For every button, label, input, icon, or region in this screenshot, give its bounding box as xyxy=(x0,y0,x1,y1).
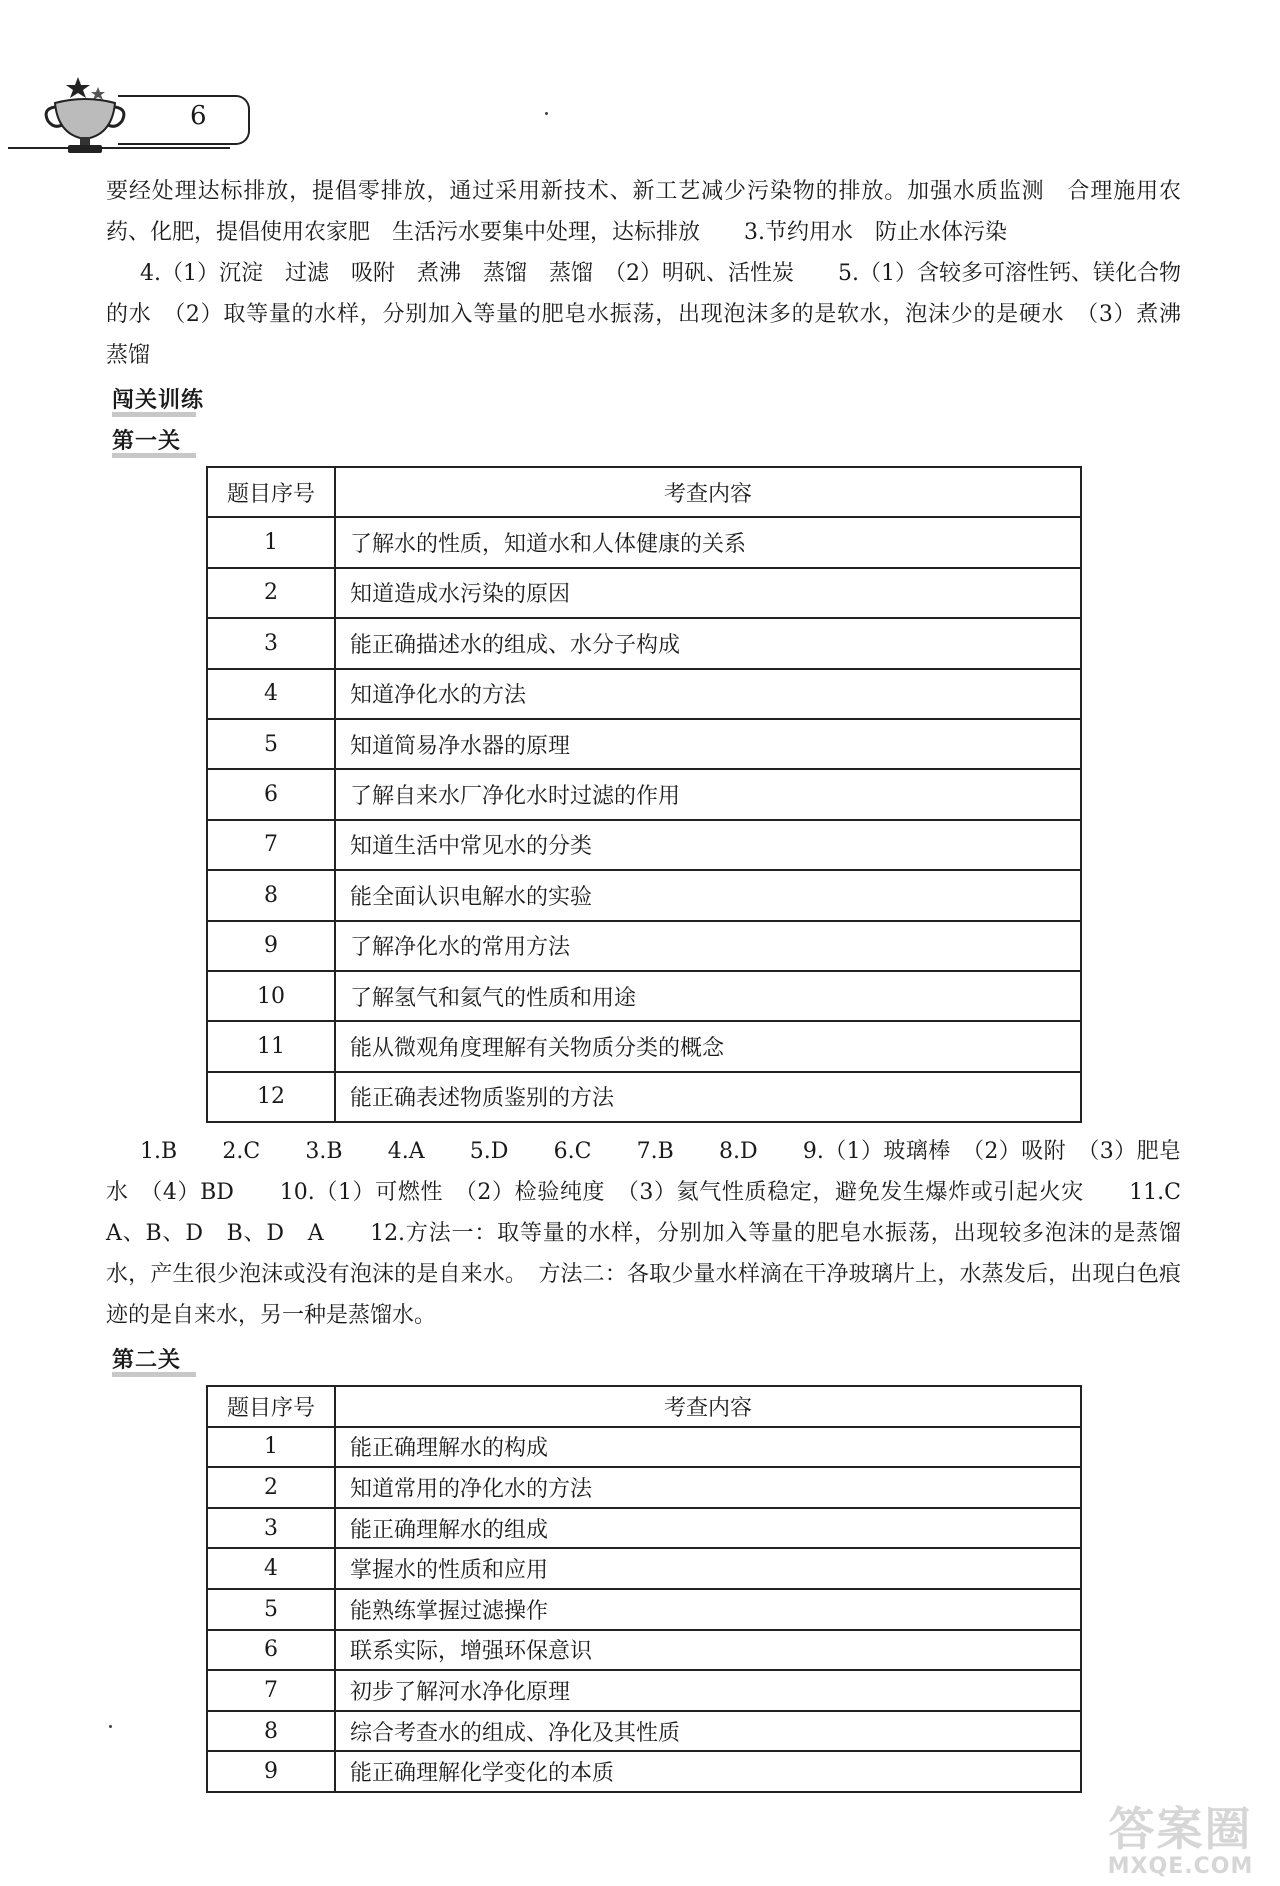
qnum: 9 xyxy=(207,921,335,971)
content: 能熟练掌握过滤操作 xyxy=(335,1589,1081,1630)
content: 能全面认识电解水的实验 xyxy=(335,870,1081,920)
content: 初步了解河水净化原理 xyxy=(335,1670,1081,1711)
qnum: 10 xyxy=(207,971,335,1021)
content: 能正确理解水的构成 xyxy=(335,1427,1081,1468)
level1-answers xyxy=(106,1131,1204,1336)
content: 知道生活中常见水的分类 xyxy=(335,820,1081,870)
content: 掌握水的性质和应用 xyxy=(335,1548,1081,1589)
level2-title: 第二关 xyxy=(112,1343,181,1374)
qnum: 4 xyxy=(207,1548,335,1589)
table-row xyxy=(207,719,1081,769)
table-row xyxy=(207,870,1081,920)
content: 了解水的性质，知道水和人体健康的关系 xyxy=(335,517,1081,567)
content: 综合考查水的组成、净化及其性质 xyxy=(335,1711,1081,1752)
table-row xyxy=(207,1711,1081,1752)
content: 知道常用的净化水的方法 xyxy=(335,1467,1081,1508)
content: 了解自来水厂净化水时过滤的作用 xyxy=(335,769,1081,819)
header-qnum: 题目序号 xyxy=(207,1386,335,1427)
watermark xyxy=(1093,1804,1268,1884)
qnum: 1 xyxy=(207,517,335,567)
qnum: 6 xyxy=(207,1630,335,1671)
qnum: 2 xyxy=(207,568,335,618)
table-row xyxy=(207,1630,1081,1671)
watermark-logo: 答案圈 xyxy=(1108,1802,1253,1856)
content: 知道净化水的方法 xyxy=(335,669,1081,719)
table-row xyxy=(207,517,1081,567)
table-header-row xyxy=(207,1386,1081,1427)
table-row xyxy=(207,1508,1081,1549)
table-row xyxy=(207,568,1081,618)
intro-line-2: 4.（1）沉淀 过滤 吸附 煮沸 蒸馏 蒸馏 （2）明矾、活性炭 5.（1）含较多可溶性钙、镁化合物的水 （2）取等量的水样，分别加入等量的肥皂水振荡，出现泡沫多的是软水，泡沫少的是硬水 （3）煮沸 蒸馏 xyxy=(106,261,1204,368)
table-row xyxy=(207,1548,1081,1589)
content: 能从微观角度理解有关物质分类的概念 xyxy=(335,1021,1081,1071)
qnum: 8 xyxy=(207,870,335,920)
qnum: 6 xyxy=(207,769,335,819)
content: 了解净化水的常用方法 xyxy=(335,921,1081,971)
content: 知道简易净水器的原理 xyxy=(335,719,1081,769)
table-row xyxy=(207,1467,1081,1508)
qnum: 7 xyxy=(207,1670,335,1711)
table-row xyxy=(207,820,1081,870)
header-content: 考查内容 xyxy=(335,467,1081,517)
table-row xyxy=(207,971,1081,1021)
qnum: 9 xyxy=(207,1751,335,1792)
qnum: 2 xyxy=(207,1467,335,1508)
page-header xyxy=(0,85,260,155)
intro-line-1: 要经处理达标排放，提倡零排放，通过采用新技术、新工艺减少污染物的排放。加强水质监测 合理施用农药、化肥，提倡使用农家肥 生活污水要集中处理，达标排放 3.节约用水 防止水体污染 xyxy=(106,179,1181,245)
table-row xyxy=(207,1072,1081,1122)
content: 能正确描述水的组成、水分子构成 xyxy=(335,618,1081,668)
qnum: 3 xyxy=(207,1508,335,1549)
table-row xyxy=(207,769,1081,819)
table-header-row xyxy=(207,467,1081,517)
watermark-url: MXQE.COM xyxy=(1107,1854,1254,1879)
level1-title: 第一关 xyxy=(112,424,181,455)
table-row xyxy=(207,921,1081,971)
answers-text: 1.B 2.C 3.B 4.A 5.D 6.C 7.B 8.D 9.（1）玻璃棒 （2）吸附 （3）肥皂水 （4）BD 10.（1）可燃性 （2）检验纯度 （3）氦气性质稳定，避免发生爆炸或引起火灾 11.C A、B、D B、D A 12.方法一：取等量的水样，分别加入等量的肥皂水振荡，出现较多泡沫的是蒸馏水，产生很少泡沫或没有泡沫的是自来水。 方法二：各取少量水样滴在干净玻璃片上，水蒸发后，出现白色痕迹的是自来水，另一种是蒸馏水。 xyxy=(106,1139,1204,1328)
section-title: 闯关训练 xyxy=(112,383,204,414)
qnum: 7 xyxy=(207,820,335,870)
qnum: 11 xyxy=(207,1021,335,1071)
table-row xyxy=(207,618,1081,668)
intro-paragraph xyxy=(106,171,1204,376)
table-row xyxy=(207,1589,1081,1630)
table-row xyxy=(207,1021,1081,1071)
level2-table xyxy=(206,1385,1082,1793)
content: 能正确表述物质鉴别的方法 xyxy=(335,1072,1081,1122)
level1-table xyxy=(206,466,1082,1123)
content: 能正确理解水的组成 xyxy=(335,1508,1081,1549)
header-qnum: 题目序号 xyxy=(207,467,335,517)
content: 知道造成水污染的原因 xyxy=(335,568,1081,618)
qnum: 1 xyxy=(207,1427,335,1468)
qnum: 12 xyxy=(207,1072,335,1122)
content: 联系实际，增强环保意识 xyxy=(335,1630,1081,1671)
qnum: 5 xyxy=(207,719,335,769)
table-row xyxy=(207,1670,1081,1711)
header-rule xyxy=(8,147,230,149)
table-row xyxy=(207,669,1081,719)
content: 能正确理解化学变化的本质 xyxy=(335,1751,1081,1792)
page-number: 6 xyxy=(190,101,207,131)
table-row xyxy=(207,1427,1081,1468)
speck xyxy=(545,112,548,115)
content: 了解氢气和氦气的性质和用途 xyxy=(335,971,1081,1021)
page-number-tab xyxy=(118,95,250,145)
qnum: 3 xyxy=(207,618,335,668)
qnum: 4 xyxy=(207,669,335,719)
speck xyxy=(109,1725,112,1728)
header-content: 考查内容 xyxy=(335,1386,1081,1427)
table-row xyxy=(207,1751,1081,1792)
qnum: 5 xyxy=(207,1589,335,1630)
qnum: 8 xyxy=(207,1711,335,1752)
